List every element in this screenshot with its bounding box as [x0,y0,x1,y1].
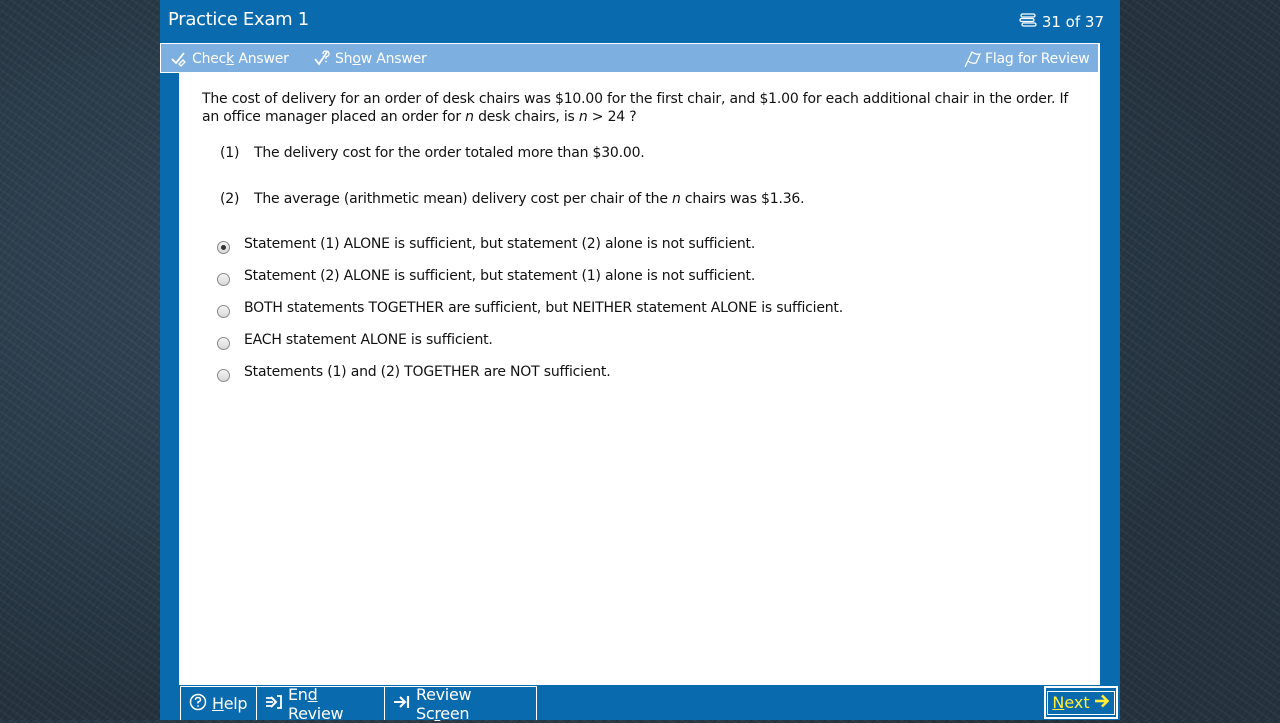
answer-choice-d[interactable] [215,332,843,364]
radio-button-selected[interactable] [217,241,230,254]
next-button[interactable] [1044,686,1118,719]
help-circle-icon [189,693,207,715]
answer-choice-b[interactable] [215,268,843,300]
end-review-label: End Review [288,684,344,723]
answer-choice-e[interactable] [215,364,843,396]
review-screen-button[interactable] [384,684,537,723]
choice-label: Statements (1) and (2) TOGETHER are NOT sufficient. [244,364,611,380]
bottom-bar [160,684,1120,723]
next-label: Next [1052,693,1090,712]
arrow-right-icon [1094,693,1110,713]
check-answer-label: Check Answer [192,51,289,67]
review-screen-icon [393,694,411,714]
statement-number: (2) [220,191,240,207]
exam-title: Practice Exam 1 [168,9,309,30]
check-answer-button[interactable] [170,50,289,68]
radio-button[interactable] [217,337,230,350]
flag-for-review-button[interactable] [963,50,1090,68]
end-review-icon [265,694,283,714]
radio-button[interactable] [217,369,230,382]
flag-icon [963,50,981,68]
review-screen-label: Review Screen [416,684,472,723]
show-answer-label: Show Answer [335,51,427,67]
statement-1 [220,145,645,161]
radio-button[interactable] [217,305,230,318]
counter-text: 31 of 37 [1041,13,1104,31]
choice-label: EACH statement ALONE is sufficient. [244,332,493,348]
check-question-icon [313,50,331,68]
choice-label: Statement (2) ALONE is sufficient, but statement (1) alone is not sufficient. [244,268,756,284]
question-counter [1019,13,1104,31]
list-icon [1019,13,1037,31]
question-stem: The cost of delivery for an order of desk chairs was $10.00 for the first chair, and $1.00 for each additional chair in the order. If an office manager placed an order for n desk chairs, is n > 24 ? [202,91,1069,125]
radio-button[interactable] [217,273,230,286]
question-panel [179,73,1100,685]
flag-for-review-label: Flag for Review [985,51,1090,67]
choice-label: BOTH statements TOGETHER are sufficient, but NEITHER statement ALONE is sufficient. [244,300,843,316]
help-button[interactable] [180,686,257,720]
toolbar [160,43,1100,73]
title-bar [160,0,1120,42]
answer-choices [215,236,843,396]
choice-label: Statement (1) ALONE is sufficient, but statement (2) alone is not sufficient. [244,236,756,252]
next-button-inner [1047,691,1114,715]
statement-number: (1) [220,145,240,161]
answer-choice-c[interactable] [215,300,843,332]
answer-choice-a[interactable] [215,236,843,268]
exam-window [160,0,1120,723]
check-pencil-icon [170,50,188,68]
end-review-button[interactable] [256,684,385,723]
statement-text: The average (arithmetic mean) delivery cost per chair of the n chairs was $1.36. [254,191,805,207]
statement-text: The delivery cost for the order totaled more than $30.00. [254,145,645,161]
show-answer-button[interactable] [313,50,427,68]
statement-2 [220,191,804,207]
help-label: Help [212,694,248,713]
